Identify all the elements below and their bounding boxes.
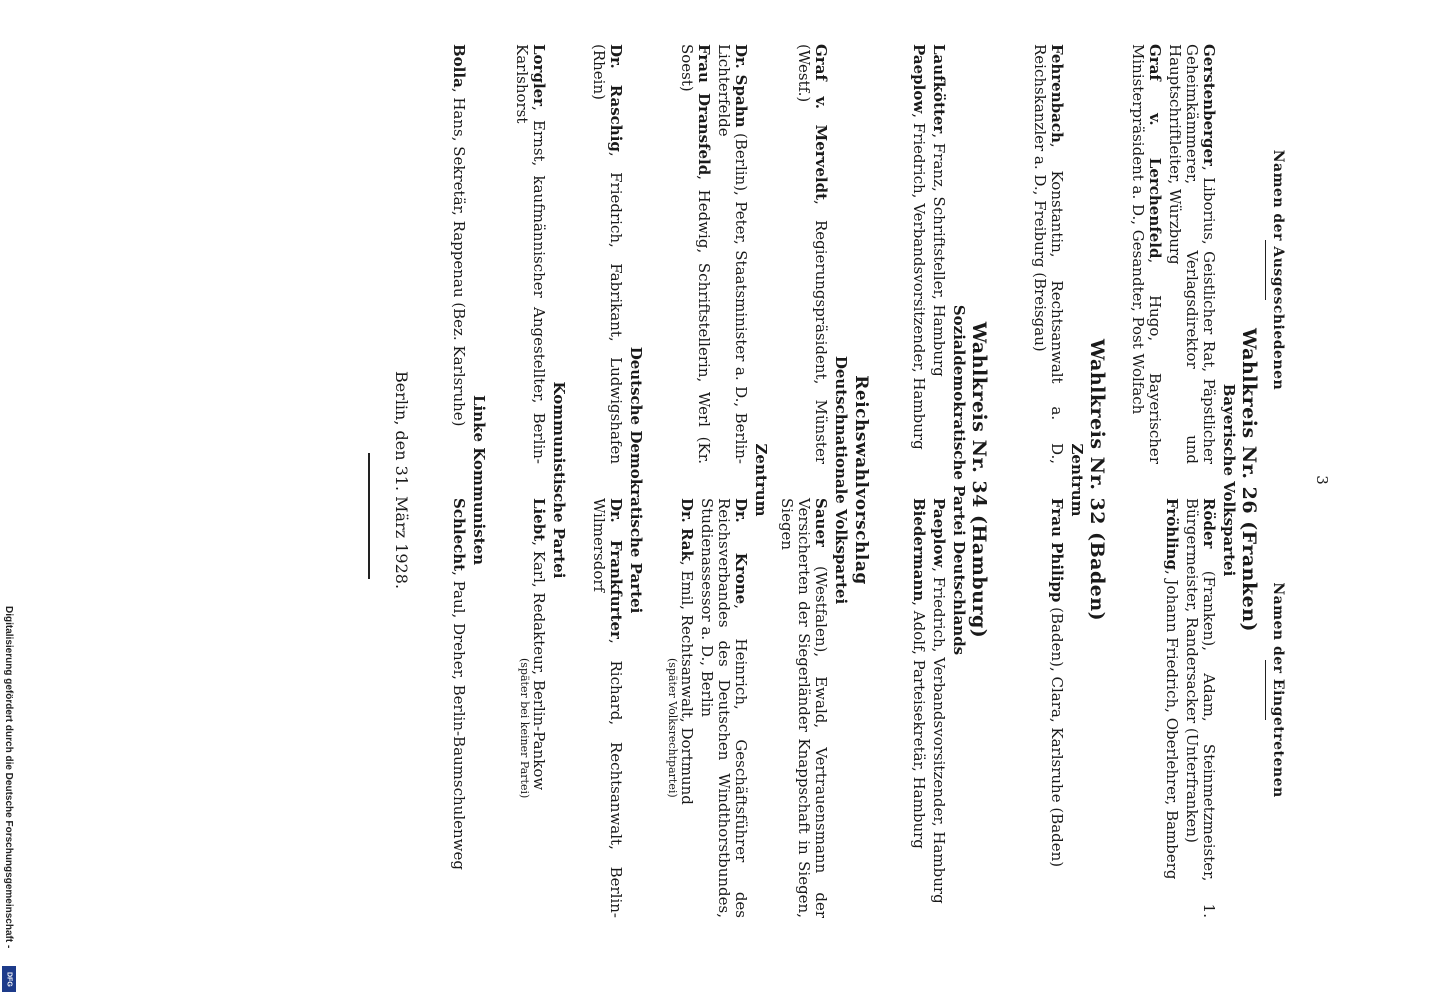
list-item: Laufkötter, Franz, Schriftsteller, Hamburg <box>930 44 948 377</box>
party-heading: Deutschnationale Volkspartei <box>832 355 850 605</box>
right-column <box>510 498 547 918</box>
header-right-rule <box>1265 660 1266 720</box>
header-right-label: Namen der Eingetretenen <box>1270 582 1286 798</box>
right-column <box>1028 498 1065 918</box>
list-item: Liebt, Karl, Redakteur, Berlin-Pankow (später bei keiner Partei) <box>518 498 547 918</box>
wahlkreis-heading: Wahlkreis Nr. 32 (Baden) <box>1086 338 1108 622</box>
footer-rule <box>368 453 370 579</box>
section-wahlkreis-34 <box>907 40 990 920</box>
left-column <box>663 44 749 464</box>
right-column <box>907 498 947 918</box>
right-column <box>1126 498 1217 918</box>
page-number: 3 <box>1313 475 1331 485</box>
digitization-sidebar <box>0 0 18 1000</box>
right-column <box>447 498 467 918</box>
dfg-logo-icon: DFG <box>2 966 16 992</box>
list-item: Paeplow, Friedrich, Verbandsvorsitzender, Hamburg <box>910 44 928 450</box>
list-item: Gerstenberger, Liborius, Geistlicher Rat, Päpstlicher Geheimkämmerer, Verlagsdirektor und Hauptschriftleiter, Würzburg <box>1166 44 1218 464</box>
party-heading: Sozialdemokratische Partei Deutschlands <box>950 304 968 656</box>
rotated-page-content <box>290 40 1330 920</box>
list-item: Bolla, Hans, Sekretär, Rappenau (Bez. Karlsruhe) <box>450 44 468 427</box>
list-item: Dr. Raschig, Friedrich, Fabrikant, Ludwigshafen (Rhein) <box>590 44 625 464</box>
section-ddp <box>587 40 645 920</box>
list-item: Dr. Frankfurter, Richard, Rechtsanwalt, Berlin-Wilmersdorf <box>590 498 625 919</box>
footer-date: Berlin, den 31. März 1928. <box>392 370 411 590</box>
section-zentrum <box>663 40 770 920</box>
left-column <box>510 44 547 464</box>
list-item: Dr. Krone, Heinrich, Geschäftsführer des Reichsverbandes des Deutschen Windthorstbundes, Studienassessor a. D., Berlin <box>698 498 750 918</box>
section-reichswahlvorschlag <box>775 40 872 920</box>
section-linke-kommunisten <box>447 40 488 920</box>
right-column <box>775 498 829 918</box>
section-kpd <box>510 40 568 920</box>
list-item: Lorgler, Ernst, kaufmännischer Angestellter, Berlin-Karlshorst <box>513 44 548 464</box>
party-change-note: (später bei keiner Partei) <box>518 658 531 799</box>
right-column <box>663 498 749 918</box>
right-column <box>587 498 624 918</box>
list-item: Röder (Franken), Adam, Steinmetzmeister, 1. Bürgermeister, Randersacker (Unterfranken) <box>1183 498 1218 918</box>
section-wahlkreis-26 <box>1126 40 1260 920</box>
left-column <box>907 44 947 464</box>
list-item: Schlecht, Paul, Dreher, Berlin-Baumschulenweg <box>450 498 468 870</box>
party-heading: Kommunistische Partei <box>550 381 568 579</box>
wahlkreis-heading: Wahlkreis Nr. 26 (Franken) <box>1238 327 1260 633</box>
party-heading: Deutsche Demokratische Partei <box>627 346 645 614</box>
party-heading: Zentrum <box>1068 443 1086 517</box>
list-item: Frau Philipp (Baden), Clara, Karlsruhe (Baden) <box>1048 498 1066 868</box>
list-item: Sauer (Westfalen), Ewald, Vertrauensmann der Versicherten der Siegerländer Knappschaft in Siegen, Siegen <box>778 498 830 918</box>
left-column <box>1126 44 1217 464</box>
list-item: Biedermann, Adolf, Parteisekretär, Hamburg <box>910 498 928 849</box>
left-column <box>1028 44 1065 464</box>
list-item: Fehrenbach, Konstantin, Rechtsanwalt a. D., Reichskanzler a. D., Freiburg (Breisgau) <box>1031 44 1066 464</box>
party-heading: Bayerische Volkspartei <box>1220 383 1238 577</box>
list-item: Dr. Rak, Emil, Rechtsanwalt, Dortmund (später Volksrechtpartei) <box>666 498 695 918</box>
list-item: Dr. Spahn (Berlin), Peter, Staatsminister a. D., Berlin-Lichterfelde <box>715 44 750 464</box>
list-item: Graf v. Lerchenfeld, Hugo, Bayerischer Ministerpräsident a. D., Gesandter, Post Wolfach <box>1129 44 1164 464</box>
party-change-note: (später Volksrechtpartei) <box>666 658 679 798</box>
left-column <box>587 44 624 464</box>
list-item: Fröhling, Johann Friedrich, Oberlehrer, Bamberg <box>1163 498 1181 880</box>
wahlkreis-heading: Wahlkreis Nr. 34 (Hamburg) <box>968 321 990 639</box>
list-item: Graf v. Merveldt, Regierungspräsident, Münster (Westf.) <box>795 44 830 464</box>
list-item: Paeplow, Friedrich, Verbandsvorsitzender, Hamburg <box>930 498 948 904</box>
digitization-credit: Digitalisierung gefördert durch die Deutsche Forschungsgemeinschaft - <box>3 606 14 949</box>
header-left-label: Namen der Ausgeschiedenen <box>1270 149 1286 391</box>
party-heading: Zentrum <box>752 443 770 517</box>
header-right <box>1265 500 1286 880</box>
left-column <box>447 44 467 464</box>
list-item: Frau Dransfeld, Hedwig, Schriftstellerin, Werl (Kr. Soest) <box>678 44 713 464</box>
party-heading: Linke Kommunisten <box>470 394 488 566</box>
left-column <box>775 44 829 464</box>
header-left-rule <box>1265 240 1266 300</box>
wahlkreis-heading: Reichswahlvorschlag <box>851 375 871 585</box>
section-wahlkreis-32 <box>1028 40 1108 920</box>
header-left <box>1265 80 1286 460</box>
